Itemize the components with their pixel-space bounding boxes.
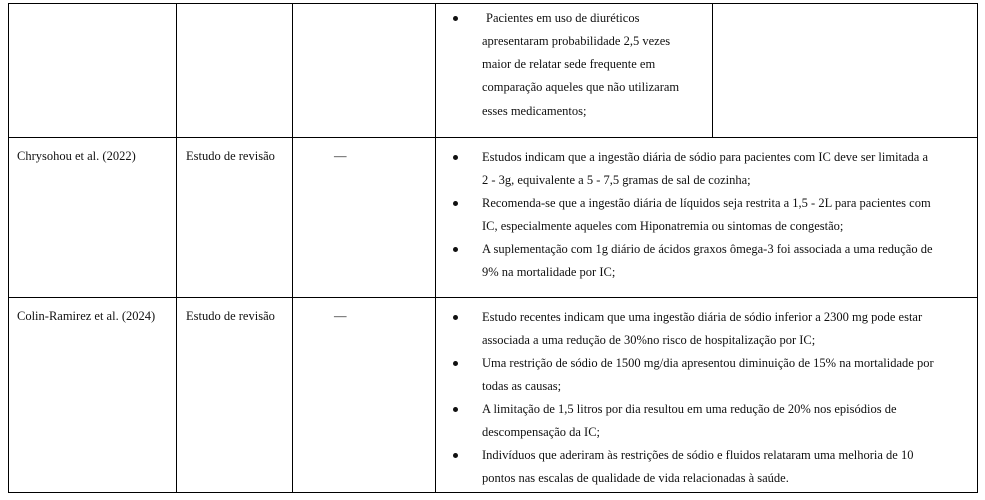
bullet-icon [453, 247, 458, 252]
finding-line: Recomenda-se que a ingestão diária de líquidos seja restrita a 1,5 - 2L para pacientes com [482, 196, 931, 210]
finding-line: 2 - 3g, equivalente a 5 - 7,5 gramas de sal de cozinha; [482, 173, 751, 187]
finding-line: 9% na mortalidade por IC; [482, 265, 616, 279]
bullet-icon [453, 16, 458, 21]
table-border-left [8, 3, 9, 493]
author-cell: Colin-Ramirez et al. (2024) [17, 309, 156, 323]
table-border-top [8, 3, 978, 4]
table-border-bottom [8, 492, 978, 493]
bullet-icon [453, 407, 458, 412]
row-divider [8, 137, 978, 138]
row-divider [8, 297, 978, 298]
finding-line: IC, especialmente aqueles com Hiponatremia ou sintomas de congestão; [482, 219, 844, 233]
study-design-cell: Estudo de revisão [186, 309, 275, 323]
finding-line: Uma restrição de sódio de 1500 mg/dia apresentou diminuição de 15% na mortalidade por [482, 356, 934, 370]
finding-line: A suplementação com 1g diário de ácidos graxos ômega-3 foi associada a uma redução de [482, 242, 933, 256]
finding-line: Estudo recentes indicam que uma ingestão diária de sódio inferior a 2300 mg pode estar [482, 310, 923, 324]
finding-line: maior de relatar sede frequente em [482, 57, 656, 71]
bullet-icon [453, 453, 458, 458]
finding-line: comparação aqueles que não utilizaram [482, 80, 680, 94]
finding-line: descompensação da IC; [482, 425, 601, 439]
bullet-icon [453, 155, 458, 160]
sample-cell: — [334, 309, 347, 323]
finding-line: Pacientes em uso de diuréticos [486, 11, 640, 25]
study-design-cell: Estudo de revisão [186, 149, 275, 163]
bullet-icon [453, 315, 458, 320]
bullet-icon [453, 361, 458, 366]
column-divider [292, 3, 293, 493]
finding-line: Indivíduos que aderiram às restrições de sódio e fluidos relataram uma melhoria de 10 [482, 448, 914, 462]
column-divider [176, 3, 177, 493]
finding-line: pontos nas escalas de qualidade de vida relacionadas à saúde. [482, 471, 789, 485]
column-divider [435, 3, 436, 493]
sample-cell: — [334, 149, 347, 163]
finding-line: Estudos indicam que a ingestão diária de sódio para pacientes com IC deve ser limitada a [482, 150, 929, 164]
bullet-icon [453, 201, 458, 206]
finding-line: todas as causas; [482, 379, 562, 393]
finding-line: associada a uma redução de 30%no risco de hospitalização por IC; [482, 333, 816, 347]
table-border-right [977, 3, 978, 493]
finding-line: apresentaram probabilidade 2,5 vezes [482, 34, 671, 48]
inner-column-divider [712, 3, 713, 137]
finding-line: A limitação de 1,5 litros por dia resultou em uma redução de 20% nos episódios de [482, 402, 897, 416]
finding-line: esses medicamentos; [482, 104, 587, 118]
author-cell: Chrysohou et al. (2022) [17, 149, 136, 163]
